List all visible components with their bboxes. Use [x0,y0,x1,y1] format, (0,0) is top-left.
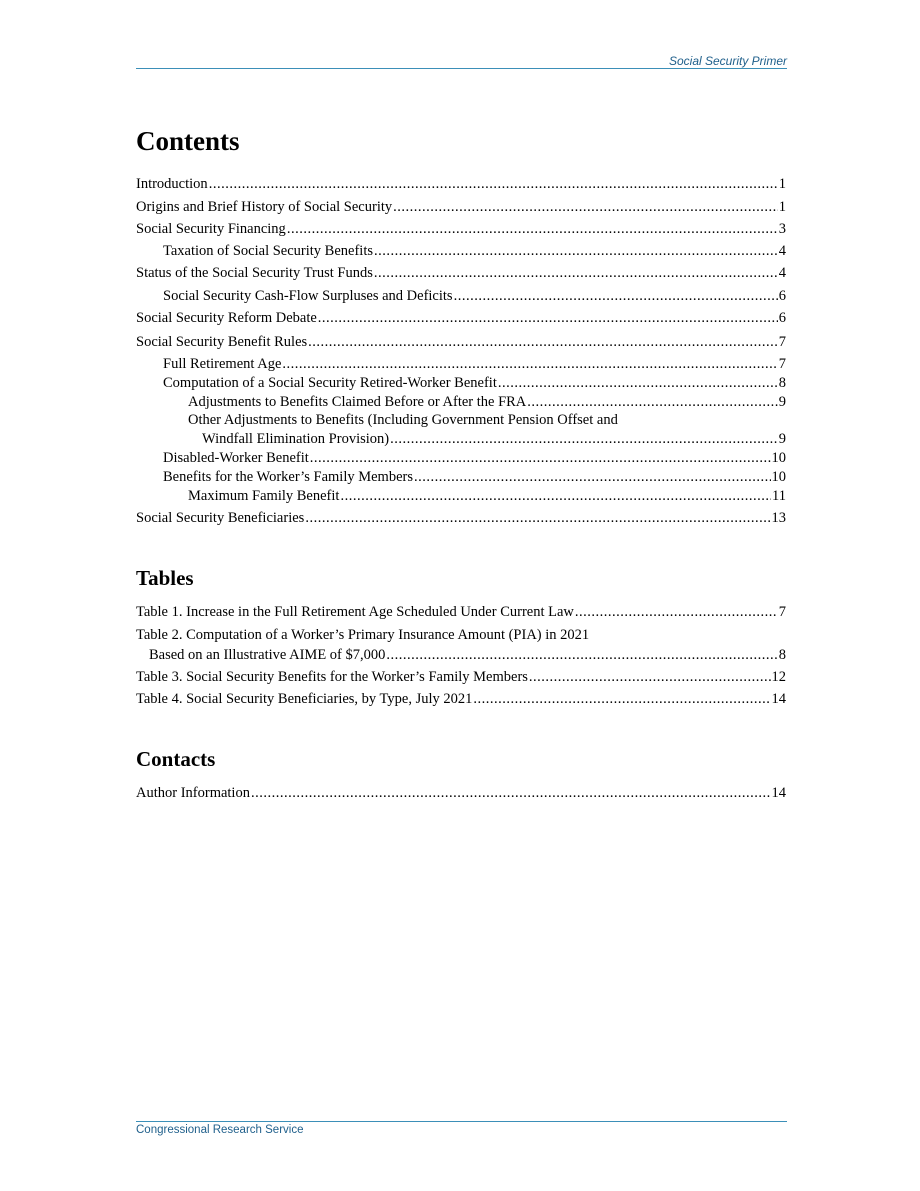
table-entry[interactable] [136,604,786,621]
table-entry-title-continued: Based on an Illustrative AIME of $7,000 [149,647,386,663]
toc-entry[interactable] [163,356,786,373]
leader-dots [386,647,777,664]
toc-entry-title: Social Security Financing [136,221,286,237]
toc-entry[interactable] [136,199,786,216]
toc-entry[interactable] [163,469,786,486]
toc-entry[interactable] [163,450,786,467]
toc-entry-page: 1 [778,199,786,215]
leader-dots [340,488,771,505]
contact-entry-page: 14 [771,785,786,801]
toc-entry-title: Social Security Reform Debate [136,310,317,326]
toc-entry-title: Taxation of Social Security Benefits [163,243,373,259]
running-header-title: Social Security Primer [668,54,787,68]
toc-entry-title: Maximum Family Benefit [188,488,340,504]
toc-entry[interactable] [188,488,786,505]
toc-entry-page: 9 [778,431,786,447]
toc-entry-page: 7 [778,356,786,372]
leader-dots [282,356,777,373]
toc-entry-page: 1 [778,176,786,192]
leader-dots [414,469,771,486]
toc-entry-title: Full Retirement Age [163,356,282,372]
toc-entry-title-continued: Windfall Elimination Provision) [202,431,390,447]
toc-entry-page: 13 [771,510,786,526]
leader-dots [318,310,778,327]
leader-dots [575,604,778,621]
toc-entry-page: 6 [778,288,786,304]
toc-entry-title: Status of the Social Security Trust Funds [136,265,373,281]
table-entry-page: 12 [771,669,786,685]
toc-entry-title: Benefits for the Worker’s Family Members [163,469,413,485]
leader-dots [527,394,777,411]
leader-dots [498,375,778,392]
leader-dots [454,288,778,305]
table-entry-page: 14 [771,691,786,707]
toc-entry-page: 10 [771,450,786,466]
table-entry-page: 7 [778,604,786,620]
header-rule [136,68,787,69]
leader-dots [308,334,778,351]
toc-entry[interactable] [188,394,786,411]
table-entry-title: Table 3. Social Security Benefits for the Worker’s Family Members [136,669,528,685]
contact-entry[interactable] [136,785,786,802]
toc-entry[interactable] [163,243,786,260]
toc-entry[interactable] [136,310,786,327]
toc-entry-title: Adjustments to Benefits Claimed Before or After the FRA [188,394,527,410]
toc-entry-page: 8 [778,375,786,391]
footer-rule [136,1121,787,1122]
toc-entry-title: Social Security Benefit Rules [136,334,308,350]
toc-entry-page: 3 [778,221,786,237]
toc-entry[interactable] [163,375,786,392]
toc-entry-title: Disabled-Worker Benefit [163,450,309,466]
contents-heading: Contents [136,126,240,156]
table-entry-title: Table 4. Social Security Beneficiaries, by Type, July 2021 [136,691,473,707]
tables-heading: Tables [136,566,194,590]
toc-entry-page: 4 [778,243,786,259]
leader-dots [393,199,778,216]
toc-entry-page: 10 [771,469,786,485]
leader-dots [209,176,778,193]
toc-entry-title: Origins and Brief History of Social Security [136,199,393,215]
toc-entry-page: 9 [778,394,786,410]
footer-text: Congressional Research Service [136,1124,304,1136]
leader-dots [305,510,770,527]
leader-dots [529,669,771,686]
leader-dots [310,450,771,467]
toc-entry[interactable] [136,176,786,193]
leader-dots [374,243,778,260]
toc-entry[interactable] [136,265,786,282]
table-entry-title[interactable]: Table 2. Computation of a Worker’s Primary Insurance Amount (PIA) in 2021 [136,627,590,643]
toc-entry[interactable] [136,334,786,351]
toc-entry-title: Social Security Beneficiaries [136,510,305,526]
toc-entry-page: 11 [772,488,786,504]
table-entry-title: Table 1. Increase in the Full Retirement Age Scheduled Under Current Law [136,604,574,620]
toc-entry[interactable] [202,431,786,448]
contact-entry-title: Author Information [136,785,250,801]
toc-entry-page: 6 [778,310,786,326]
toc-entry[interactable] [163,288,786,305]
toc-entry-title: Social Security Cash-Flow Surpluses and Deficits [163,288,453,304]
table-entry[interactable] [136,691,786,708]
contacts-heading: Contacts [136,747,216,771]
toc-entry-page: 4 [778,265,786,281]
leader-dots [390,431,778,448]
leader-dots [287,221,778,238]
leader-dots [374,265,778,282]
toc-entry[interactable] [136,510,786,527]
table-entry-page: 8 [778,647,786,663]
toc-entry-page: 7 [778,334,786,350]
toc-entry-title: Introduction [136,176,208,192]
table-entry[interactable] [149,647,786,664]
toc-entry[interactable] [136,221,786,238]
table-entry[interactable] [136,669,786,686]
toc-entry-title: Computation of a Social Security Retired-Worker Benefit [163,375,497,391]
leader-dots [251,785,771,802]
toc-entry-title[interactable]: Other Adjustments to Benefits (Including Government Pension Offset and [188,412,618,428]
leader-dots [473,691,770,708]
